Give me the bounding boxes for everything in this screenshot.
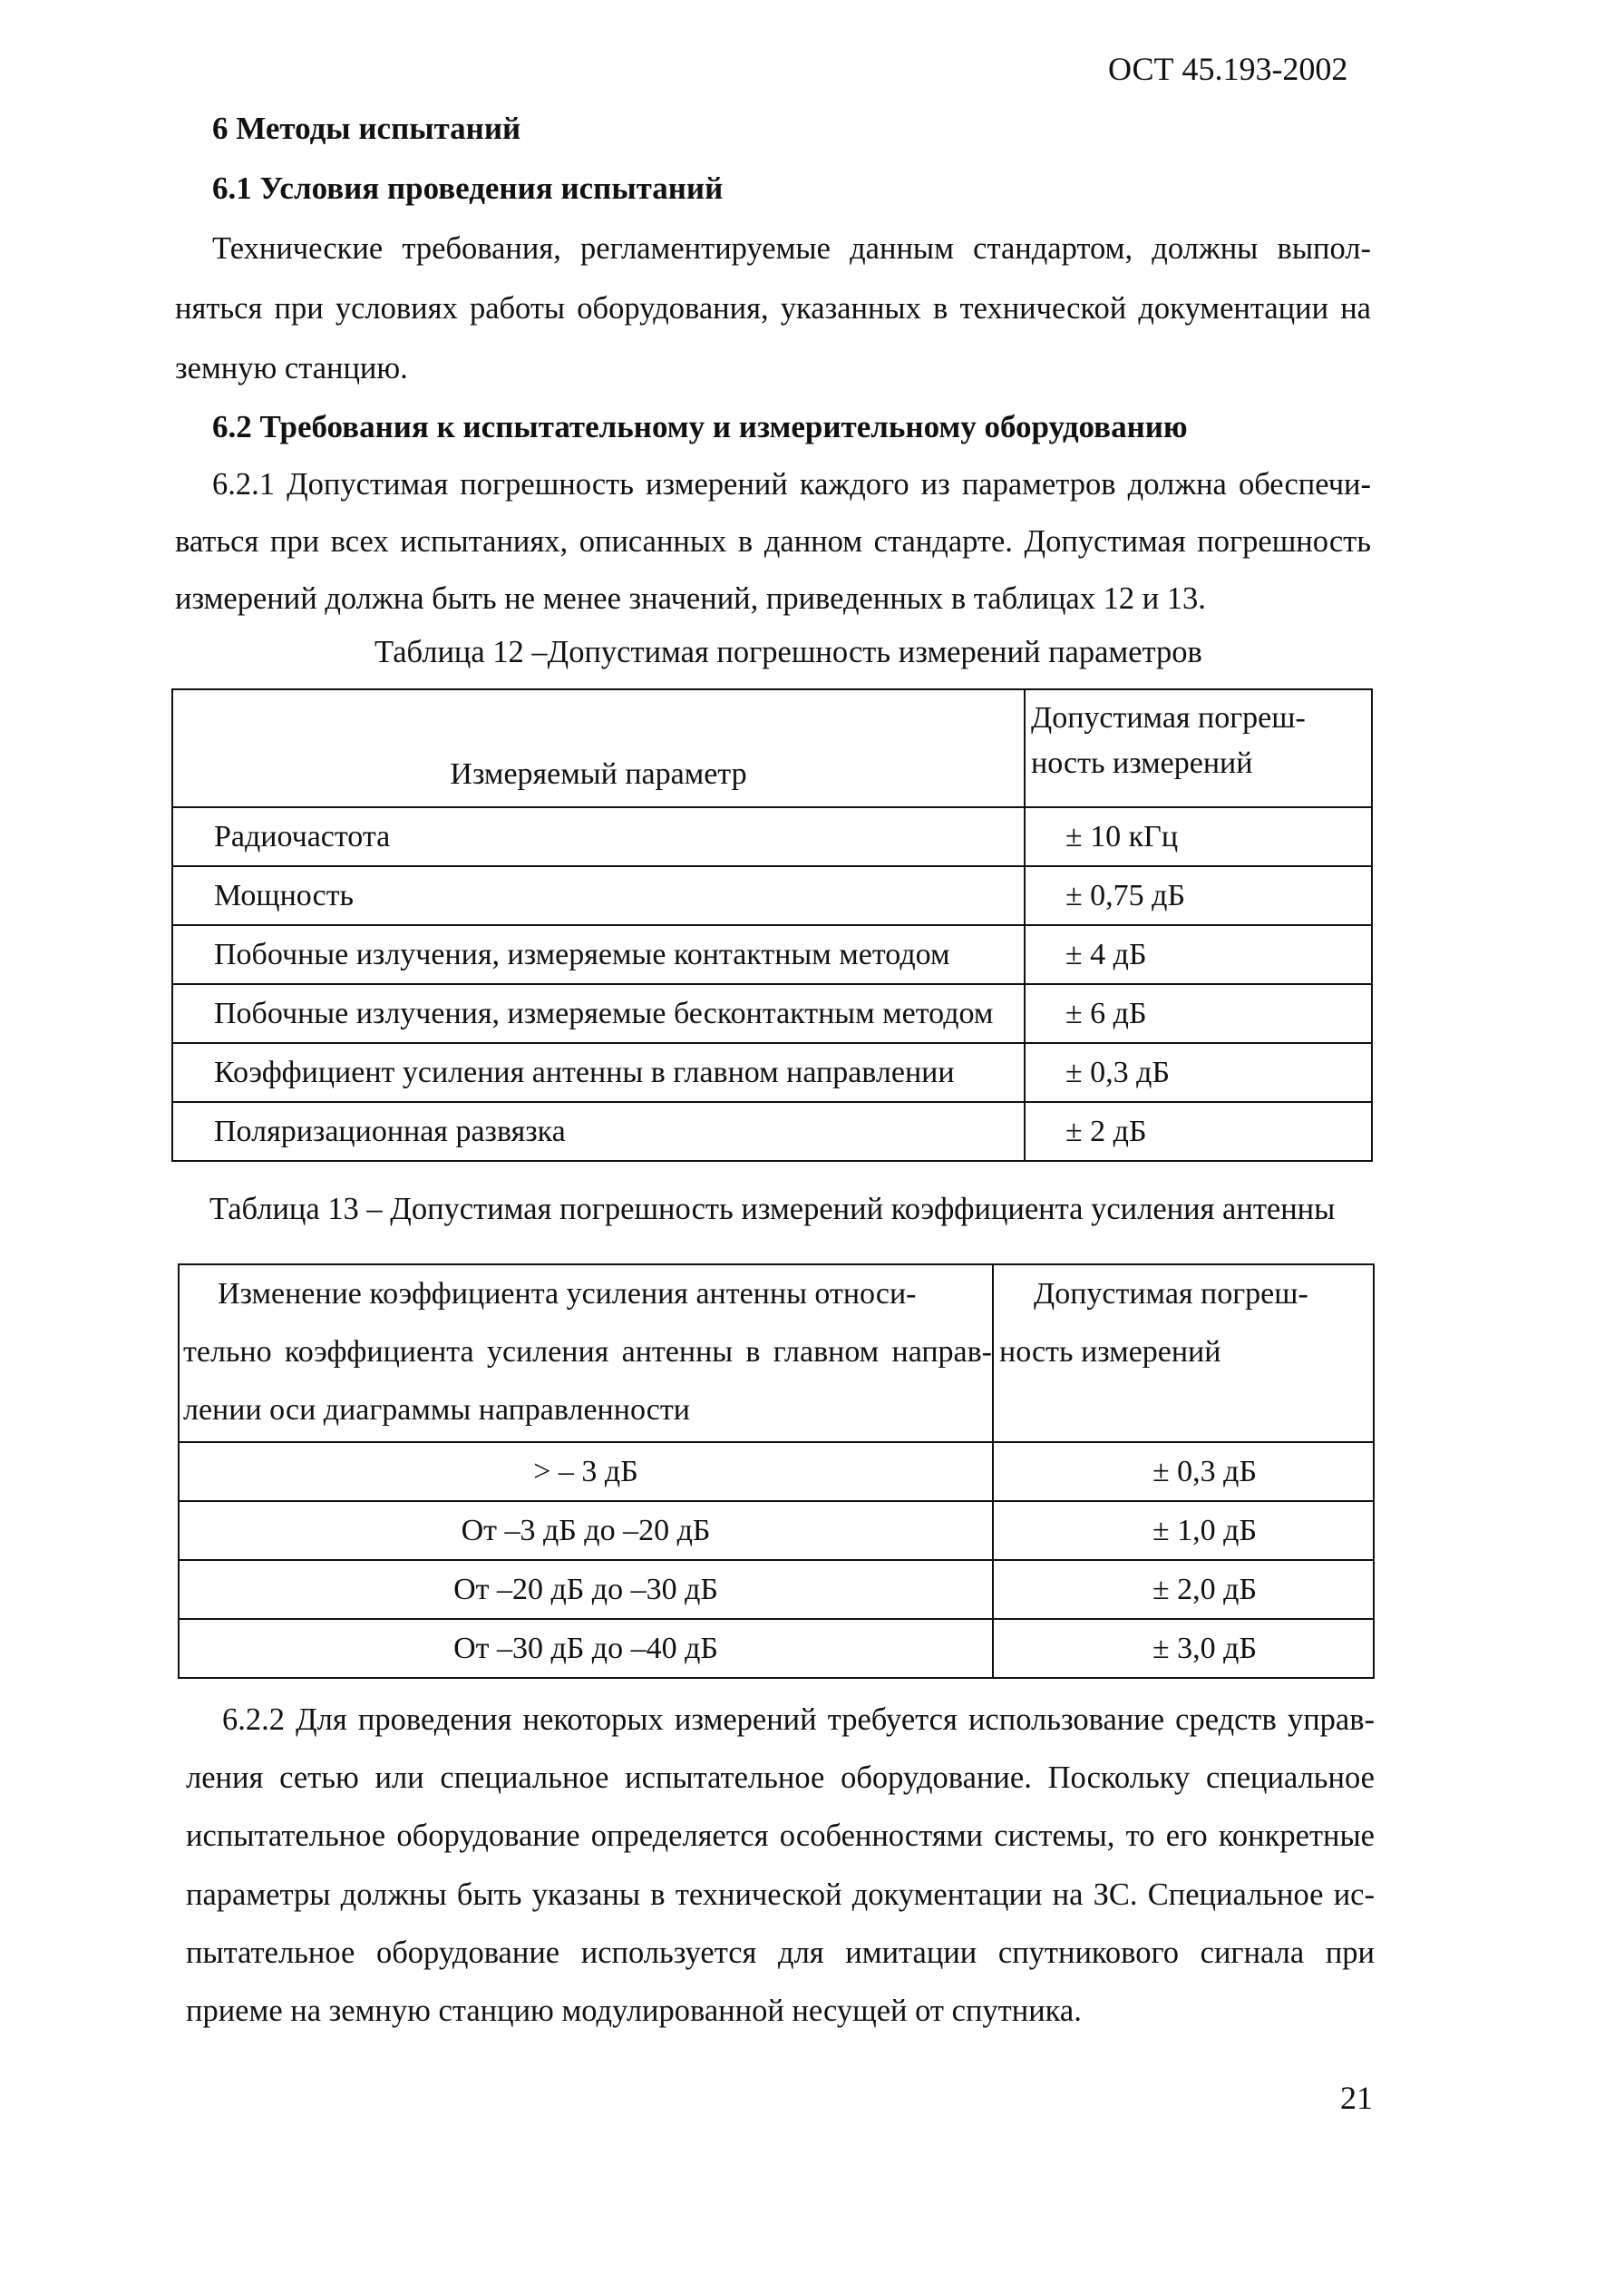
table-cell-accuracy: ± 6 дБ (1025, 984, 1372, 1043)
table-row (172, 984, 1372, 1043)
table-cell-param: Побочные излучения, измеряемые контактным методом (172, 925, 1025, 984)
paragraph-6-2-2-line: ления сетью или специальное испытательное оборудование. Поскольку специальное (186, 1760, 1375, 1795)
table-cell-param: Поляризационная развязка (172, 1102, 1025, 1161)
table-header-row (172, 689, 1372, 807)
table-cell-accuracy: ± 0,75 дБ (1025, 866, 1372, 925)
table-cell-accuracy: ± 4 дБ (1025, 925, 1372, 984)
table-cell-param: Коэффициент усиления антенны в главном направлении (172, 1043, 1025, 1102)
table-header-row (179, 1264, 1374, 1442)
paragraph-6-1-line: земную станцию. (175, 351, 408, 385)
standard-code: ОСТ 45.193-2002 (1108, 51, 1348, 87)
header-change-label-l3: лении оси диаграммы направленности (183, 1393, 690, 1427)
header-param-label: Измеряемый параметр (450, 757, 747, 791)
table-row (172, 1043, 1372, 1102)
subsection-6-1-title: 6.1 Условия проведения испытаний (212, 171, 724, 206)
table-cell-accuracy: ± 2 дБ (1025, 1102, 1372, 1161)
subsection-6-2-title: 6.2 Требования к испытательному и измерительному оборудованию (212, 409, 1188, 444)
paragraph-6-2-2-line: приеме на земную станцию модулированной несущей от спутника. (186, 1994, 1082, 2028)
paragraph-6-2-2-line: пытательное оборудование используется для имитации спутникового сигнала при (186, 1936, 1375, 1970)
table-cell-param: Мощность (172, 866, 1025, 925)
table-cell-accuracy: ± 10 кГц (1025, 807, 1372, 866)
paragraph-6-2-1-line: ваться при всех испытаниях, описанных в данном стандарте. Допустимая погрешность (175, 524, 1371, 559)
table-cell-accuracy: ± 1,0 дБ (993, 1501, 1374, 1560)
table-cell-accuracy: ± 0,3 дБ (1025, 1043, 1372, 1102)
table-cell-accuracy: ± 0,3 дБ (993, 1442, 1374, 1501)
table-header-cell (172, 689, 1025, 807)
table-cell-range: От –30 дБ до –40 дБ (179, 1619, 993, 1678)
table-header-cell (179, 1264, 993, 1442)
header-accuracy-label-l2: ность измерений (999, 1335, 1221, 1369)
section-title: 6 Методы испытаний (212, 111, 521, 146)
table-cell-param: Побочные излучения, измеряемые бесконтактным методом (172, 984, 1025, 1043)
table-13-caption: Таблица 13 – Допустимая погрешность измерений коэффициента усиления антенны (209, 1192, 1336, 1226)
table-row (172, 866, 1372, 925)
table-cell-range: > – 3 дБ (179, 1442, 993, 1501)
page-number: 21 (1340, 2080, 1373, 2116)
table-row (172, 807, 1372, 866)
table-12-caption: Таблица 12 –Допустимая погрешность измерений параметров (374, 635, 1202, 669)
paragraph-6-2-1-line: измерений должна быть не менее значений, приведенных в таблицах 12 и 13. (175, 581, 1206, 616)
header-accuracy-label-l1: Допустимая погреш- (1034, 1277, 1308, 1311)
table-cell-accuracy: ± 3,0 дБ (993, 1619, 1374, 1678)
table-row (179, 1442, 1374, 1501)
paragraph-6-1-line: няться при условиях работы оборудования, указанных в технической документации на (175, 291, 1371, 326)
table-row (172, 1102, 1372, 1161)
header-accuracy-label-l2: ность измерений (1031, 746, 1253, 780)
table-row (179, 1501, 1374, 1560)
table-header-cell (1025, 689, 1372, 807)
table-cell-range: От –3 дБ до –20 дБ (179, 1501, 993, 1560)
paragraph-6-2-2-line: испытательное оборудование определяется особенностями системы, то его конкретные (186, 1819, 1375, 1853)
table-row (172, 925, 1372, 984)
paragraph-6-2-1-line: 6.2.1 Допустимая погрешность измерений каждого из параметров должна обеспечи- (212, 467, 1371, 502)
table-header-cell (993, 1264, 1374, 1442)
paragraph-6-2-2-line: параметры должны быть указаны в технической документации на ЗС. Специальное ис- (186, 1877, 1375, 1912)
table-12 (171, 688, 1373, 1162)
table-row (179, 1619, 1374, 1678)
header-change-label-l2: тельно коэффициента усиления антенны в главном направ- (183, 1335, 992, 1369)
table-cell-range: От –20 дБ до –30 дБ (179, 1560, 993, 1619)
table-cell-param: Радиочастота (172, 807, 1025, 866)
paragraph-6-2-2-line: 6.2.2 Для проведения некоторых измерений требуется использование средств управ- (222, 1702, 1375, 1737)
table-13 (178, 1263, 1375, 1679)
header-change-label-l1: Изменение коэффициента усиления антенны относи- (218, 1277, 917, 1311)
table-row (179, 1560, 1374, 1619)
table-cell-accuracy: ± 2,0 дБ (993, 1560, 1374, 1619)
header-accuracy-label-l1: Допустимая погреш- (1031, 701, 1306, 735)
paragraph-6-1-line: Технические требования, регламентируемые данным стандартом, должны выпол- (212, 231, 1371, 266)
